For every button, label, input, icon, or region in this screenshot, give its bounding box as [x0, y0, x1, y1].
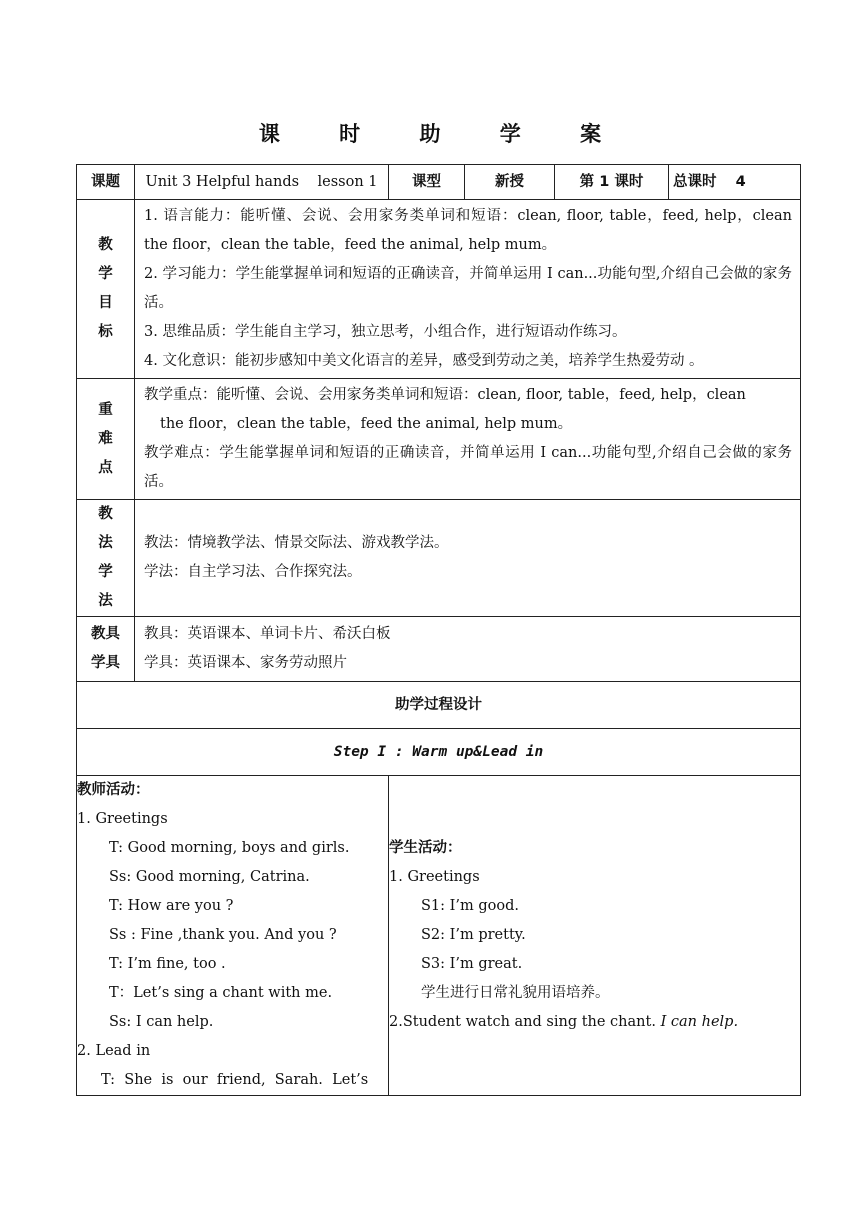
teacher-dialog-line: Ss : Fine ,thank you. And you ?	[109, 927, 337, 943]
lesson-plan-table	[76, 164, 801, 1096]
student-chant-text: 2.Student watch and sing the chant.	[389, 1014, 661, 1030]
student-item-greetings: 1. Greetings	[389, 869, 480, 885]
student-activities	[389, 776, 801, 1096]
teacher-dialog-line: T：Let’s sing a chant with me.	[109, 985, 333, 1001]
teaching-difficulty: 教学难点：学生能掌握单词和短语的正确读音，并简单运用 I can...功能句型,介绍自己会做的家务活。	[144, 445, 792, 490]
objective-line: 4. 文化意识：能初步感知中美文化语言的差异，感受到劳动之美，培养学生热爱劳动 。	[144, 353, 704, 369]
methods-label-char: 法	[98, 593, 113, 609]
process-title: 助学过程设计	[77, 682, 801, 729]
teacher-item-lead-in: 2. Lead in	[77, 1043, 151, 1059]
student-item-chant	[389, 1008, 800, 1037]
topic-label: 课题	[77, 165, 135, 200]
objectives-label-char: 教	[98, 237, 113, 253]
key-points-label-char: 难	[98, 430, 113, 447]
objective-line: 1. 语言能力：能听懂、会说、会用家务类单词和短语：clean, floor, table，feed, help，clean the floor，clean the table，feed the animal, help mum。	[144, 208, 792, 253]
methods-label	[77, 500, 135, 617]
step1-row	[77, 729, 801, 776]
key-points-row	[77, 379, 801, 500]
teacher-activities	[77, 776, 389, 1096]
methods-label-char: 法	[98, 535, 113, 551]
methods-label-char: 教	[98, 506, 113, 522]
process-title-row	[77, 682, 801, 729]
objective-line: 2. 学习能力：学生能掌握单词和短语的正确读音，并简单运用 I can...功能句型,介绍自己会做的家务活。	[144, 266, 792, 311]
key-points-label-char: 点	[98, 459, 113, 476]
objective-line: 3. 思维品质：学生能自主学习，独立思考，小组合作，进行短语动作练习。	[144, 324, 627, 340]
student-dialog-line: S1: I’m good.	[421, 898, 519, 914]
objectives-label	[77, 200, 135, 379]
teaching-methods: 教法：情境教学法、情景交际法、游戏教学法。	[144, 535, 449, 551]
teacher-dialog-line: T: Good morning, boys and girls.	[109, 840, 350, 856]
period-label: 第 1 课时	[555, 165, 669, 200]
learning-tools: 学具：英语课本、家务劳动照片	[144, 655, 347, 671]
type-label: 课型	[389, 165, 465, 200]
header-row	[77, 165, 801, 200]
objectives-label-char: 标	[98, 324, 113, 340]
teacher-dialog-line: T: I’m fine, too .	[109, 956, 226, 972]
teacher-dialog-line: T: How are you ?	[109, 898, 234, 914]
methods-row	[77, 500, 801, 617]
student-dialog-line: 学生进行日常礼貌用语培养。	[421, 985, 610, 1001]
total-value: 4	[735, 173, 746, 190]
activities-row	[77, 776, 801, 1096]
teaching-tools: 教具：英语课本、单词卡片、希沃白板	[144, 626, 391, 642]
teaching-focus: 教学重点：能听懂、会说、会用家务类单词和短语：clean, floor, table，feed, help，clean	[144, 387, 746, 403]
total-periods	[669, 165, 801, 200]
teacher-dialog-line: Ss: Good morning, Catrina.	[109, 869, 310, 885]
total-label: 总课时	[673, 173, 717, 190]
tools-label	[77, 617, 135, 682]
topic-value: Unit 3 Helpful hands lesson 1	[135, 165, 389, 200]
page-title: 课 时 助 学 案	[258, 122, 628, 146]
objectives-label-char: 目	[98, 295, 113, 311]
tools-label-line: 学具	[91, 655, 120, 671]
student-chant-title: I can help.	[660, 1014, 739, 1030]
teacher-heading: 教师活动：	[77, 782, 150, 798]
type-value: 新授	[465, 165, 555, 200]
objectives-row	[77, 200, 801, 379]
objectives-label-char: 学	[98, 266, 113, 282]
objectives-content	[135, 200, 801, 379]
step1-title: Step I : Warm up&Lead in	[77, 729, 801, 776]
student-dialog-line: S3: I’m great.	[421, 956, 523, 972]
key-points-label	[77, 379, 135, 500]
teacher-dialog-line: Ss: I can help.	[109, 1014, 214, 1030]
teacher-lead-line: T: She is our friend, Sarah. Let’s	[101, 1072, 369, 1088]
key-points-label-char: 重	[98, 401, 113, 418]
methods-label-char: 学	[98, 564, 113, 580]
tools-label-line: 教具	[91, 626, 120, 642]
teacher-item-greetings: 1. Greetings	[77, 811, 168, 827]
tools-row	[77, 617, 801, 682]
key-points-content	[135, 379, 801, 500]
learning-methods: 学法：自主学习法、合作探究法。	[144, 564, 362, 580]
methods-content	[135, 500, 801, 617]
student-dialog-line: S2: I’m pretty.	[421, 927, 526, 943]
student-heading: 学生活动：	[389, 840, 462, 856]
tools-content	[135, 617, 801, 682]
teaching-focus-continued: the floor，clean the table，feed the animal, help mum。	[160, 416, 573, 432]
